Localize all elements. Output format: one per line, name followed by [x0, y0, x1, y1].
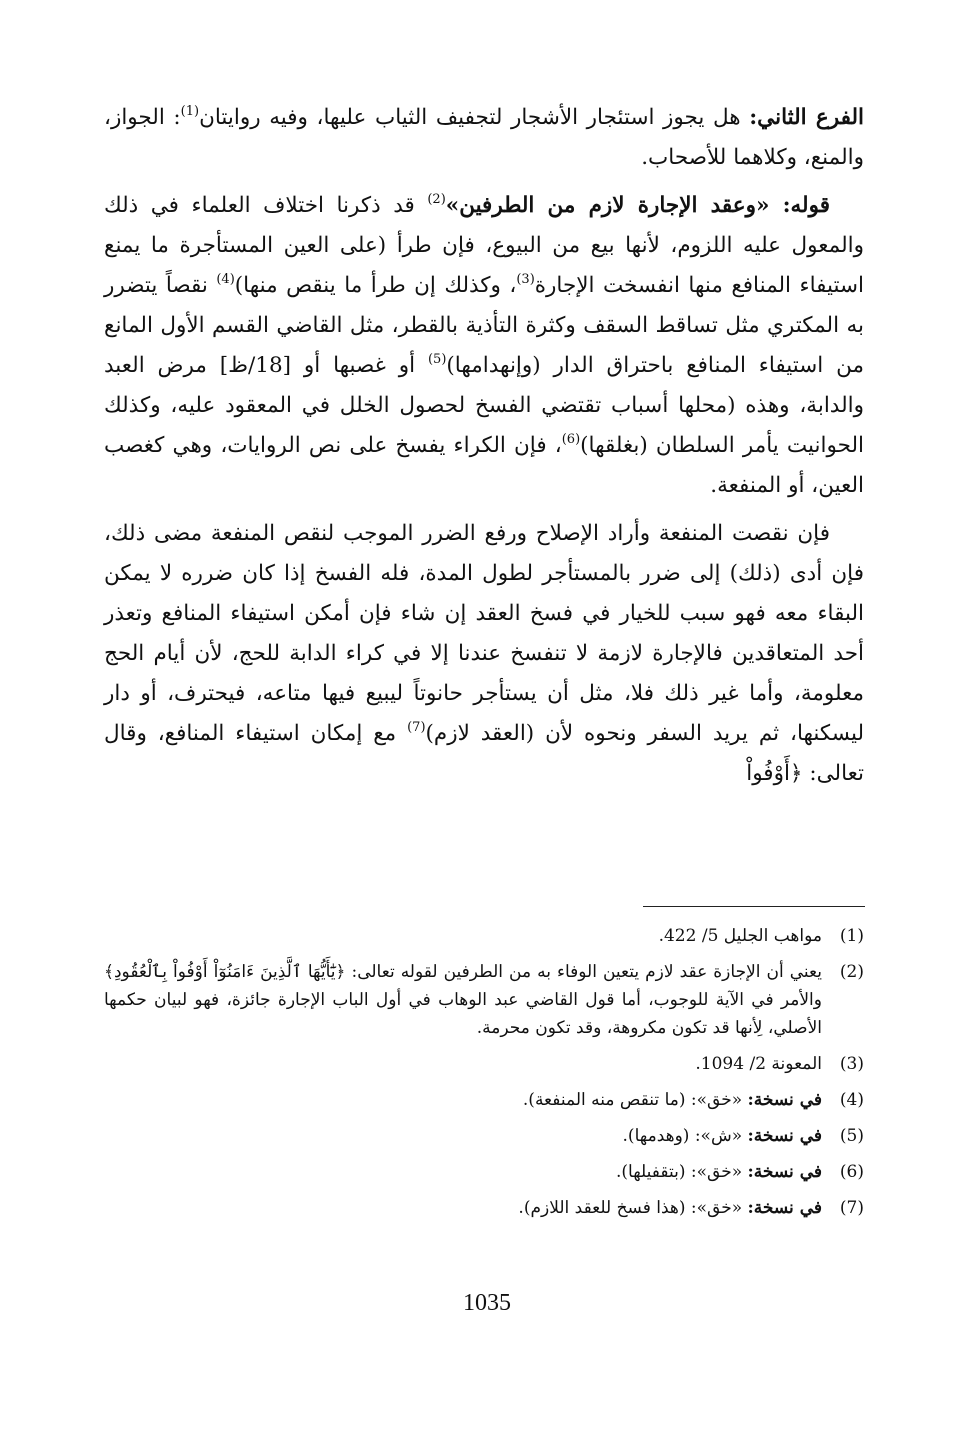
footnote-ref[interactable]: (1): [180, 104, 200, 119]
paragraph-text: : الجواز، والمنع، وكلاهما للأصحاب.: [104, 105, 864, 170]
footnote-number: (5): [839, 1126, 864, 1146]
footnote-number: (4): [839, 1090, 864, 1110]
footnote-1: [104, 922, 864, 950]
footnote-ref[interactable]: (3): [516, 272, 535, 287]
footnote-text: في نسخة: «ش»: (وهدمها).: [622, 1126, 822, 1146]
main-text: [104, 98, 864, 794]
footnote-text: في نسخة: «خق»: (بتقفيلها).: [615, 1162, 822, 1182]
footnote-ref[interactable]: (5): [427, 352, 447, 367]
paragraph-text: هل يجوز استئجار الأشجار لتجفيف الثياب عليها، وفيه روايتان: [199, 105, 750, 130]
paragraph-text: فإن نقصت المنفعة وأراد الإصلاح ورفع الضرر الموجب لنقص المنفعة مضى ذلك، فإن أدى (ذلك) إلى ضرر بالمستأجر لطول المدة، فله الفسخ إذا كان ضرره لا يمكن البقاء معه فهو سبب للخيار في فسخ العقد إن شاء فإن أمكن استيفاء المنافع وتعذر أحد المتعاقدين فالإجارة لازمة لا تنفسخ عندنا إلا في كراء الدابة للحج، لأن أيام الحج معلومة، وأما غير ذلك فلا، مثل أن يستأجر حانوتاً ليبيع فيها متاعه، فيحترف، أو دار ليسكنها، ثم يريد السفر ونحوه لأن (العقد لازم): [104, 521, 864, 746]
paragraph-text: أو غصبها أو [18/ظ] مرض العبد والدابة، وهذه (محلها أسباب تقتضي الفسخ لحصول الخلل في المعقود عليه، وكذلك الحوانيت يأمر السلطان (بغلقها): [104, 353, 864, 458]
footnote-ref[interactable]: (7): [407, 720, 426, 735]
footnotes: [104, 922, 864, 1230]
footnote-text: في نسخة: «خق»: (ما تنقص منه المنفعة).: [522, 1090, 822, 1110]
footnote-ref[interactable]: (2): [427, 192, 446, 207]
footnote-7: [104, 1194, 864, 1222]
footnote-number: (2): [839, 962, 864, 982]
footnote-6: [104, 1158, 864, 1186]
footnote-text: المعونة 2/ 1094.: [695, 1054, 822, 1074]
footnote-ref[interactable]: (4): [216, 272, 235, 287]
footnote-number: (1): [839, 926, 864, 946]
footnote-3: [104, 1050, 864, 1078]
section-heading: الفرع الثاني:: [749, 105, 864, 130]
paragraph-1: [104, 98, 864, 178]
paragraph-2: [104, 186, 864, 506]
footnote-text: مواهب الجليل 5/ 422.: [658, 926, 822, 946]
paragraph-text: قد ذكرنا اختلاف العلماء في ذلك والمعول عليه اللزوم، لأنها بيع من البيوع، فإن طرأ (على العين المستأجرة ما يمنع استيفاء المنافع منها انفسخت الإجارة: [104, 193, 864, 298]
footnote-number: (3): [839, 1054, 864, 1074]
footnote-divider: [643, 906, 865, 907]
footnote-5: [104, 1122, 864, 1150]
paragraph-text: مع إمكان استيفاء المنافع، وقال تعالى: ﴿أَوْفُواْ: [104, 721, 864, 786]
paragraph-text: ، فإن الكراء يفسخ على نص الروايات، وهي كغصب العين، أو المنفعة.: [104, 433, 864, 498]
footnote-text: يعني أن الإجازة عقد لازم يتعين الوفاء به من الطرفين لقوله تعالى: ﴿يَٰٓأَيُّهَا ٱلَّذِينَ ءَامَنُوٓاْ أَوْفُواْ بِٱلْعُقُودِ﴾ والأمر في الآية للوجوب، أما قول القاضي عبد الوهاب في أول الباب الإجارة جائزة، فهو لبيان حكمها الأصلي، لِأنها قد تكون مكروهة، وقد تكون محرمة.: [104, 962, 822, 1038]
footnote-2: [104, 958, 864, 1042]
paragraph-3: [104, 514, 864, 794]
footnote-text: في نسخة: «خق»: (هذا فسخ للعقد اللازم).: [518, 1198, 822, 1218]
footnote-number: (7): [839, 1198, 864, 1218]
footnote-4: [104, 1086, 864, 1114]
footnote-number: (6): [839, 1162, 864, 1182]
page-number: 1035: [463, 1290, 511, 1316]
paragraph-text: نقصاً يتضرر به المكتري مثل تساقط السقف وكثرة التأذية بالقطر، مثل القاضي القسم الأول المانع من استيفاء المنافع باحتراق الدار (وإنهدامها): [104, 273, 865, 378]
quoted-heading: قوله: «وعقد الإجارة لازم من الطرفين»: [445, 193, 830, 218]
paragraph-text: ، وكذلك إن طرأ ما ينقص منها): [234, 273, 517, 298]
footnote-ref[interactable]: (6): [561, 432, 581, 447]
